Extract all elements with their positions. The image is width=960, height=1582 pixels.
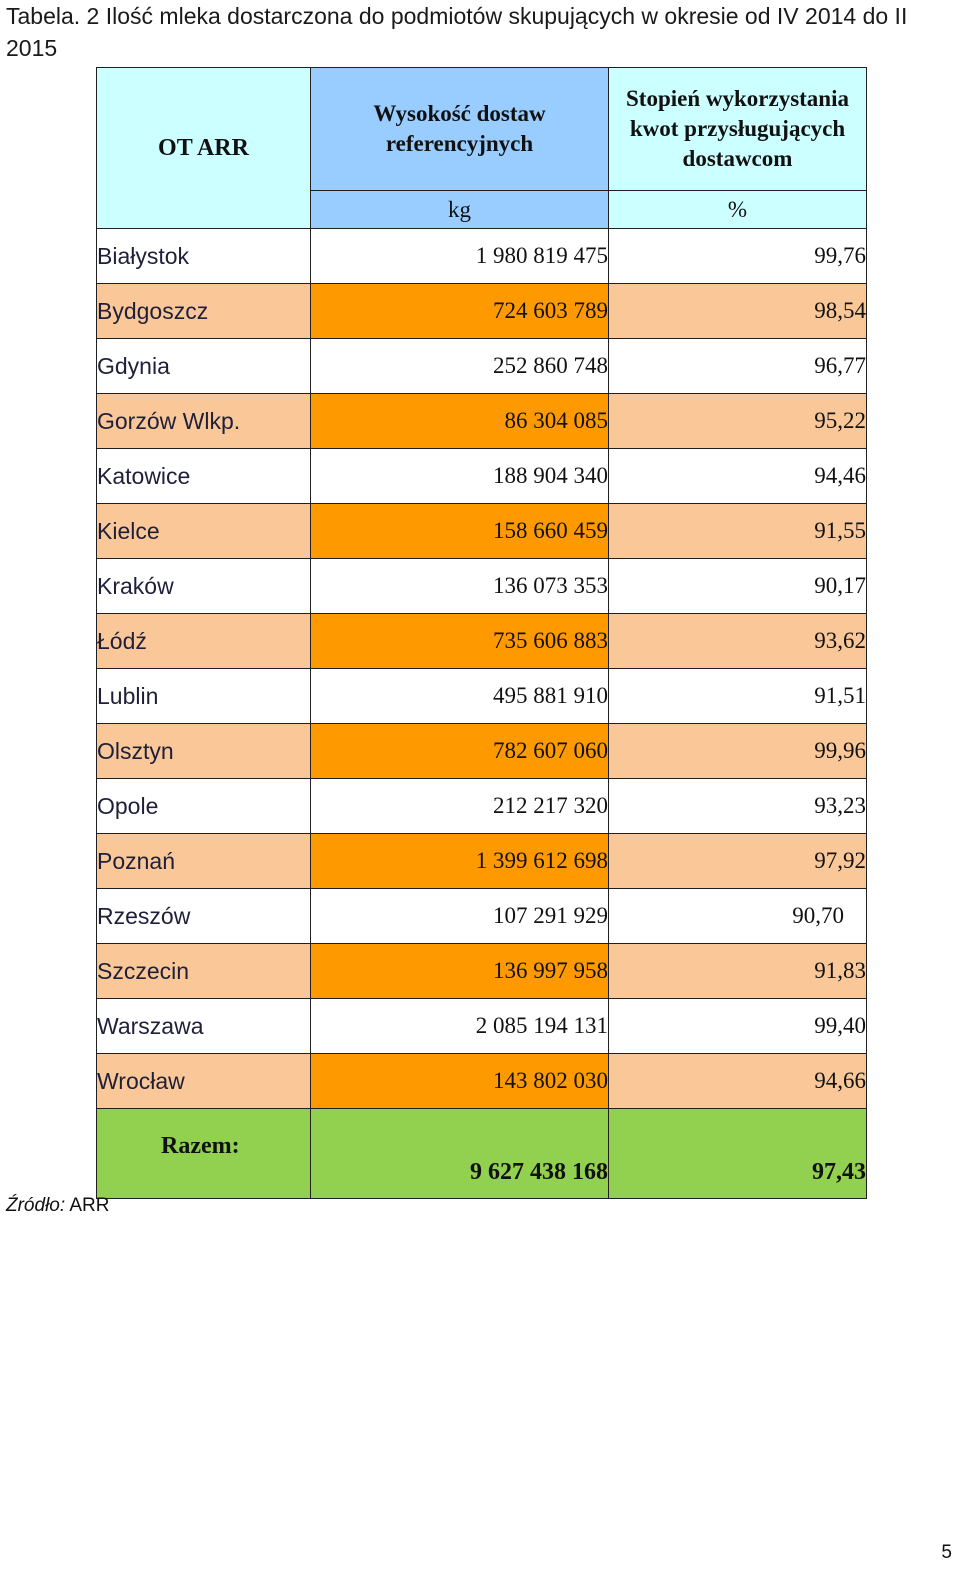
usage-cell: 90,17: [609, 559, 867, 614]
header-deliveries: Wysokość dostaw referencyjnych: [311, 68, 609, 191]
deliveries-cell: 735 606 883: [311, 614, 609, 669]
source-value: ARR: [69, 1195, 110, 1216]
table-caption: Tabela. 2 Ilość mleka dostarczona do podmiotów skupujących w okresie od IV 2014 do II 2015: [6, 3, 908, 61]
deliveries-cell: 158 660 459: [311, 504, 609, 559]
region-cell: Opole: [97, 779, 311, 834]
region-cell: Łódź: [97, 614, 311, 669]
deliveries-cell: 136 073 353: [311, 559, 609, 614]
region-cell: Olsztyn: [97, 724, 311, 779]
total-row: [97, 1109, 867, 1199]
region-cell: Wrocław: [97, 1054, 311, 1109]
region-cell: Poznań: [97, 834, 311, 889]
usage-cell: 97,92: [609, 834, 867, 889]
region-cell: Bydgoszcz: [97, 284, 311, 339]
table-row: [97, 394, 867, 449]
region-cell: Kielce: [97, 504, 311, 559]
table-row: [97, 229, 867, 284]
table-row: [97, 889, 867, 944]
header-row: [97, 68, 867, 191]
header-usage: Stopień wykorzystania kwot przysługujących dostawcom: [609, 68, 867, 191]
usage-cell: 98,54: [609, 284, 867, 339]
region-cell: Szczecin: [97, 944, 311, 999]
usage-cell: 91,51: [609, 669, 867, 724]
deliveries-cell: 188 904 340: [311, 449, 609, 504]
deliveries-cell: 1 980 819 475: [311, 229, 609, 284]
region-cell: Gorzów Wlkp.: [97, 394, 311, 449]
deliveries-cell: 724 603 789: [311, 284, 609, 339]
table-row: [97, 614, 867, 669]
deliveries-cell: 495 881 910: [311, 669, 609, 724]
deliveries-cell: 1 399 612 698: [311, 834, 609, 889]
source-note: [6, 1195, 110, 1217]
usage-cell: 99,76: [609, 229, 867, 284]
usage-cell: 93,62: [609, 614, 867, 669]
table-row: [97, 339, 867, 394]
table-row: [97, 559, 867, 614]
table-row: [97, 504, 867, 559]
total-label-cell: [97, 1109, 311, 1199]
table-row: [97, 779, 867, 834]
usage-cell: 91,83: [609, 944, 867, 999]
usage-cell: 90,70: [609, 889, 867, 944]
table-row: [97, 999, 867, 1054]
deliveries-cell: 252 860 748: [311, 339, 609, 394]
region-cell: Gdynia: [97, 339, 311, 394]
region-cell: Kraków: [97, 559, 311, 614]
deliveries-cell: 782 607 060: [311, 724, 609, 779]
region-cell: Katowice: [97, 449, 311, 504]
usage-cell: 96,77: [609, 339, 867, 394]
region-cell: Białystok: [97, 229, 311, 284]
deliveries-cell: 143 802 030: [311, 1054, 609, 1109]
milk-deliveries-table: [96, 67, 867, 1199]
usage-cell: 94,66: [609, 1054, 867, 1109]
total-deliveries: 9 627 438 168: [311, 1109, 609, 1199]
usage-cell: 91,55: [609, 504, 867, 559]
deliveries-cell: 212 217 320: [311, 779, 609, 834]
table-row: [97, 669, 867, 724]
source-label: Źródło:: [6, 1195, 66, 1216]
unit-percent: %: [609, 191, 867, 229]
table-row: [97, 449, 867, 504]
page-number: 5: [941, 1542, 952, 1563]
usage-cell: 93,23: [609, 779, 867, 834]
deliveries-cell: 86 304 085: [311, 394, 609, 449]
table-row: [97, 834, 867, 889]
region-cell: Lublin: [97, 669, 311, 724]
deliveries-cell: 107 291 929: [311, 889, 609, 944]
table-row: [97, 944, 867, 999]
total-label: Razem:: [161, 1133, 240, 1159]
table-row: [97, 1054, 867, 1109]
deliveries-cell: 2 085 194 131: [311, 999, 609, 1054]
region-cell: Rzeszów: [97, 889, 311, 944]
deliveries-cell: 136 997 958: [311, 944, 609, 999]
table-row: [97, 724, 867, 779]
region-cell: Warszawa: [97, 999, 311, 1054]
header-ot-arr: OT ARR: [97, 68, 311, 229]
usage-cell: 95,22: [609, 394, 867, 449]
total-usage: 97,43: [609, 1109, 867, 1199]
table-row: [97, 284, 867, 339]
usage-cell: 99,40: [609, 999, 867, 1054]
usage-cell: 94,46: [609, 449, 867, 504]
usage-cell: 99,96: [609, 724, 867, 779]
unit-kg: kg: [311, 191, 609, 229]
